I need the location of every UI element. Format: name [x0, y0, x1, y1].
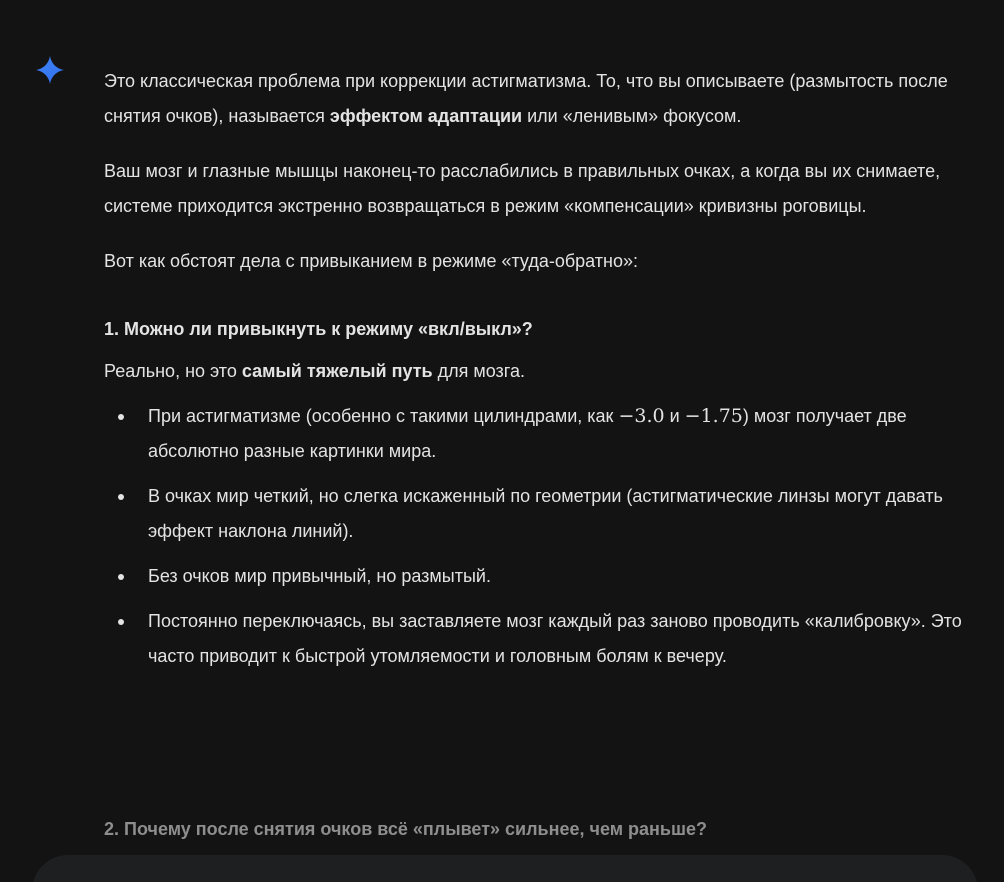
section-intro — [104, 354, 974, 389]
bullet-list — [104, 399, 974, 674]
section-intro-text-c: для мозга. — [432, 361, 525, 381]
list-item-text-mid: и — [664, 406, 685, 426]
list-item — [104, 604, 974, 674]
paragraph-intro — [104, 64, 974, 134]
list-item-text: Без очков мир привычный, но размытый. — [148, 566, 491, 586]
section-intro-bold: самый тяжелый путь — [241, 361, 433, 381]
bullet-dot — [118, 494, 124, 500]
list-item-text: Постоянно переключаясь, вы заставляете мозг каждый раз заново проводить «калибровку». Это часто приводит к быстрой утомляемости и головным болям к вечеру. — [148, 611, 962, 666]
section-heading-2: 2. Почему после снятия очков всё «плывет» сильнее, чем раньше? — [104, 819, 707, 839]
section-heading-1: 1. Можно ли привыкнуть к режиму «вкл/выкл»? — [104, 319, 533, 339]
list-item-text-a: При астигматизме (особенно с такими цилиндрами, как — [148, 406, 619, 426]
paragraph-intro-text-c: или «ленивым» фокусом. — [522, 106, 742, 126]
gemini-sparkle-icon — [35, 55, 65, 85]
list-item — [104, 559, 974, 594]
response-body — [104, 64, 974, 684]
bullet-dot — [118, 414, 124, 420]
list-item — [104, 399, 974, 469]
paragraph-lead: Вот как обстоят дела с привыканием в режиме «туда-обратно»: — [104, 251, 638, 271]
bullet-dot — [118, 574, 124, 580]
bullet-dot — [118, 619, 124, 625]
list-item-text: В очках мир четкий, но слегка искаженный по геометрии (астигматические линзы могут давать эффект наклона линий). — [148, 486, 943, 541]
math-value-cylinder-2: −1.75 — [684, 405, 743, 427]
paragraph-intro-text-a: Это классическая проблема при коррекции астигматизма. То, что вы описываете (размытость после снятия очков), называется — [104, 71, 948, 126]
math-value-cylinder-1: −3.0 — [618, 405, 665, 427]
section-intro-text-a: Реально, но это — [104, 361, 242, 381]
prompt-input-bar[interactable] — [32, 855, 978, 882]
list-item — [104, 479, 974, 549]
paragraph-explanation: Ваш мозг и глазные мышцы наконец-то расслабились в правильных очках, а когда вы их снимаете, системе приходится экстренно возвращаться в режим «компенсации» кривизны роговицы. — [104, 161, 941, 216]
paragraph-intro-bold: эффектом адаптации — [329, 106, 523, 126]
list-item-text-c: ) мозг получает две абсолютно разные картинки мира. — [148, 406, 907, 461]
